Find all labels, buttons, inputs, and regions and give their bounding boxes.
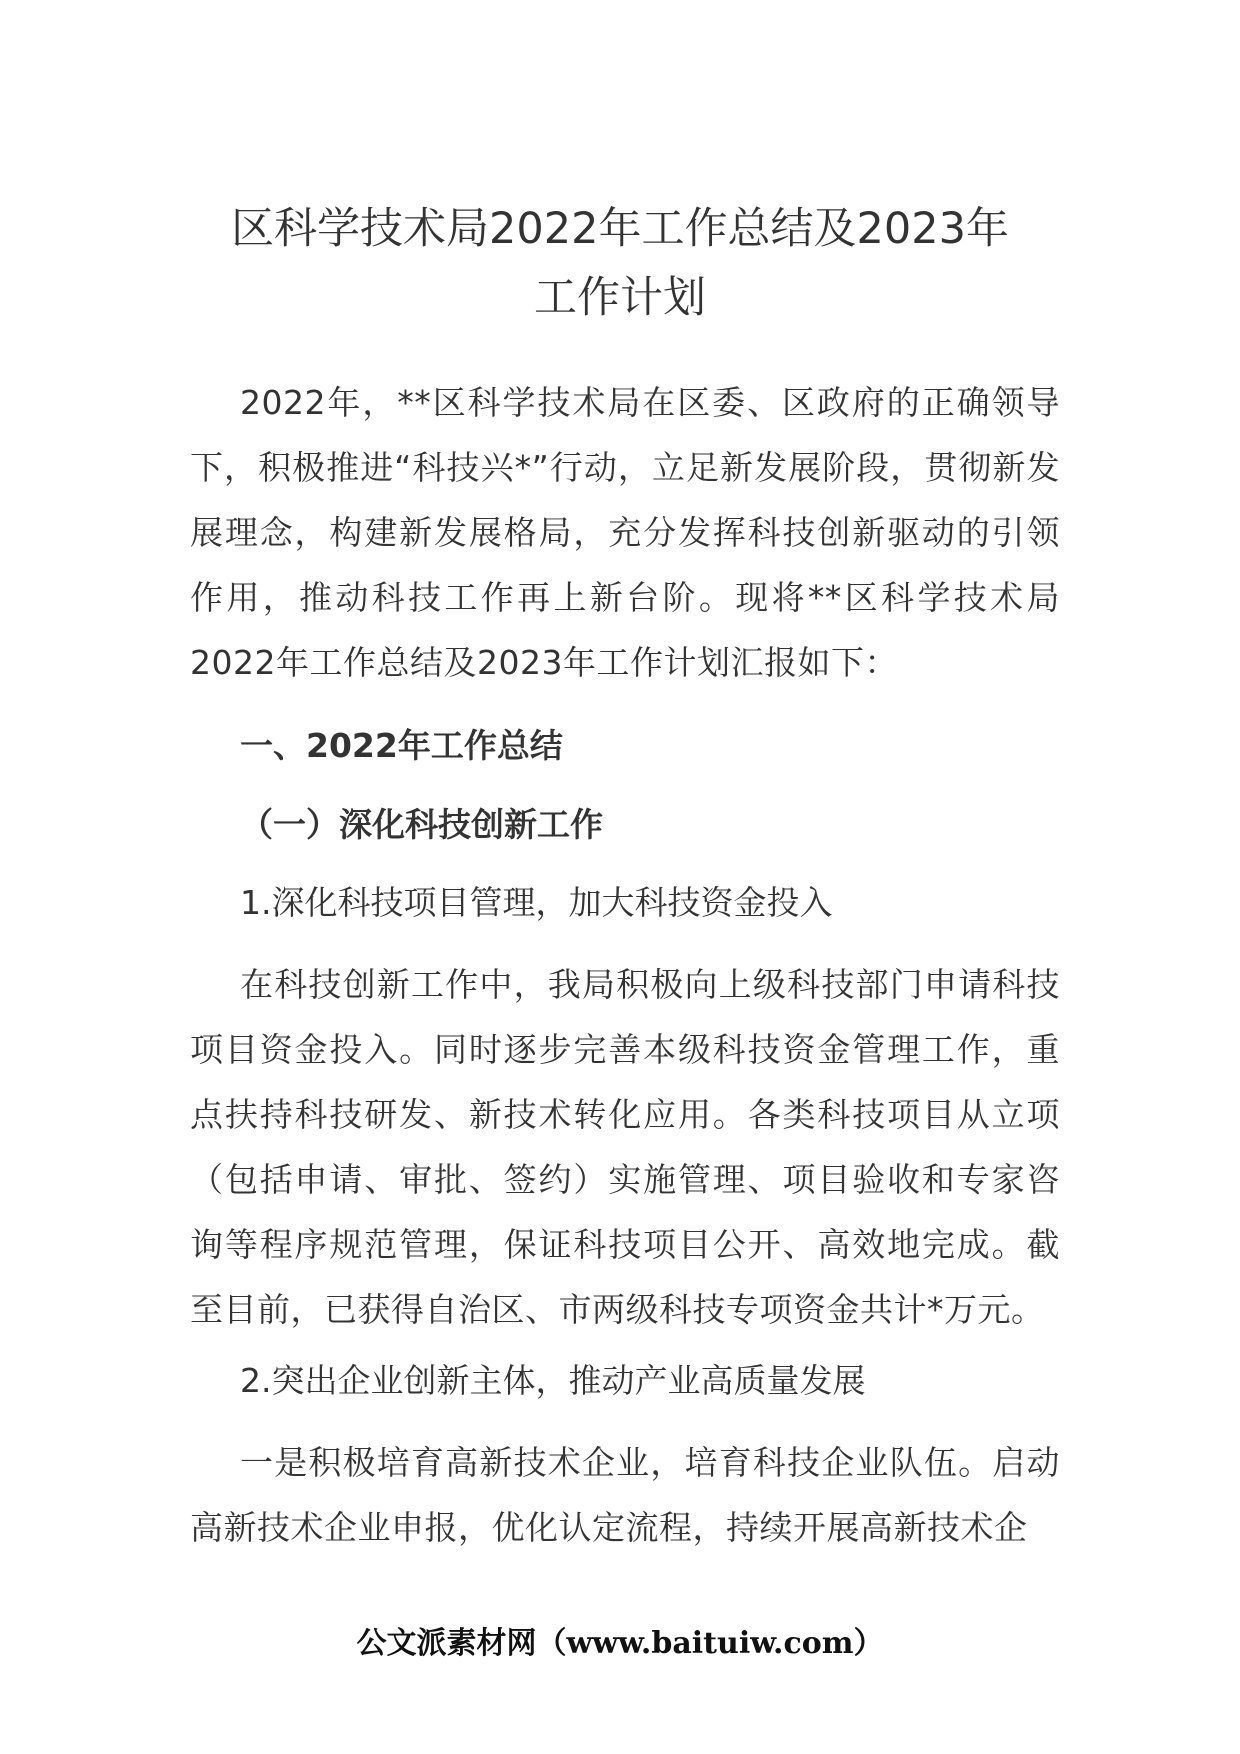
section-heading: 一、2022年工作总结 — [240, 726, 563, 765]
item-heading: 2.突出企业创新主体，推动产业高质量发展 — [240, 1361, 866, 1400]
document-title-line-1: 区科学技术局2022年工作总结及2023年 — [231, 204, 1009, 254]
footer-watermark: 公文派素材网（www.baituiw.com） — [356, 1626, 884, 1661]
document-title-line-2: 工作计划 — [534, 273, 706, 323]
body-paragraph: 一是积极培育高新技术企业，培育科技企业队伍。启动高新技术企业申报，优化认定流程，持续开展高新技术企 — [190, 1443, 1060, 1547]
item-heading: 1.深化科技项目管理，加大科技资金投入 — [240, 883, 833, 922]
intro-paragraph: 2022年，**区科学技术局在区委、区政府的正确领导下，积极推进“科技兴*”行动，立足新发展阶段，贯彻新发展理念，构建新发展格局，充分发挥科技创新驱动的引领作用，推动科技工作再上新台阶。现将**区科学技术局2022年工作总结及2023年工作计划汇报如下： — [190, 383, 1060, 682]
body-paragraph: 在科技创新工作中，我局积极向上级科技部门申请科技项目资金投入。同时逐步完善本级科技资金管理工作，重点扶持科技研发、新技术转化应用。各类科技项目从立项（包括申请、审批、签约）实施管理、项目验收和专家咨询等程序规范管理，保证科技项目公开、高效地完成。截至目前，已获得自治区、市两级科技专项资金共计*万元。 — [190, 965, 1060, 1329]
subsection-heading: （一）深化科技创新工作 — [240, 805, 603, 844]
